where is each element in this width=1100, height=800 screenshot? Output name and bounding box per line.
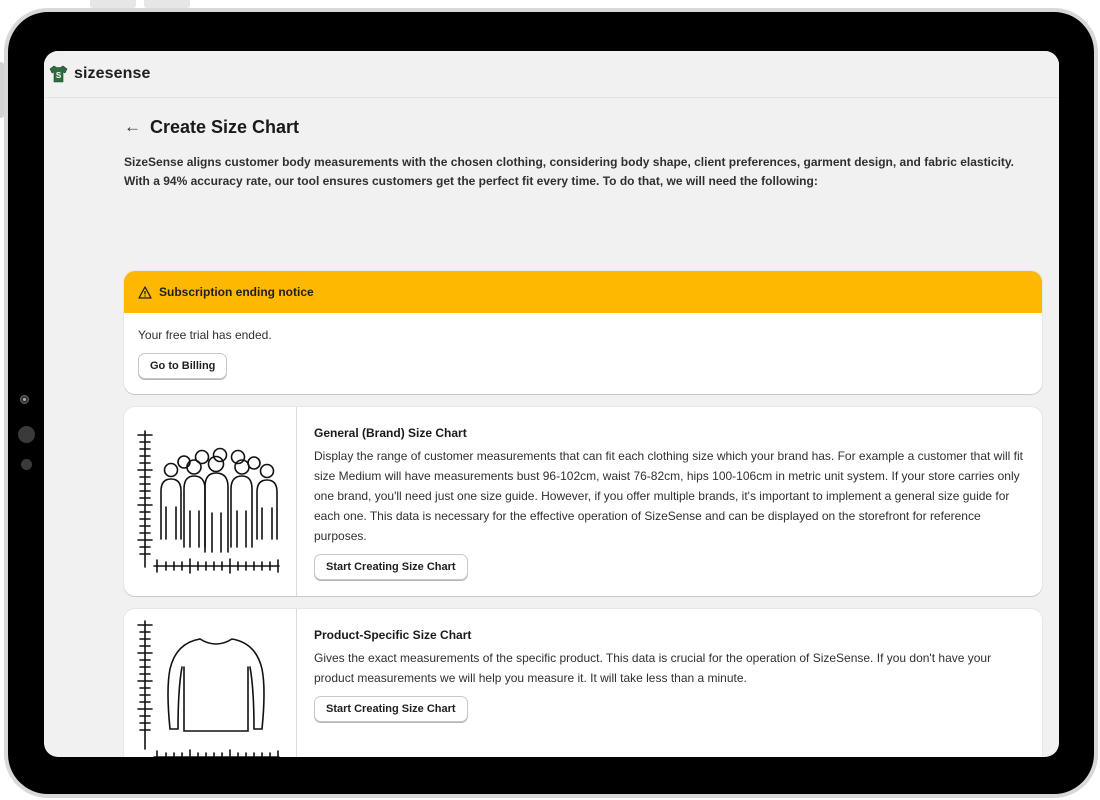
top-tab-left [90,0,136,8]
back-arrow-icon[interactable]: ← [124,117,141,136]
tshirt-logo-icon [48,64,68,84]
start-general-size-chart-button[interactable]: Start Creating Size Chart [314,554,468,580]
general-size-chart-description: Display the range of customer measurements that can fit each clothing size which your brand has. For example a customer that will fit size Medium will have measurements bust 96-102cm, waist 76-82cm, hips 100-106cm in metric unit system. If your store carries only one brand, you'll need just one size guide. However, if you offer multiple brands, it's important to implement a general size guide for each one. This data is necessary for the effective operation of SizeSense and can be displayed on the storefront for reference purposes. [314,449,1023,543]
warning-icon [138,286,152,299]
notice-header [124,271,1042,313]
people-group-icon [124,407,296,596]
product-size-chart-description: Gives the exact measurements of the specific product. This data is crucial for the operation of SizeSense. If you don't have your product measurements we will help you measure it. It will take less than a minute. [314,651,992,685]
general-size-chart-card [124,407,1042,596]
subscription-notice-banner [124,271,1042,394]
product-size-chart-title: Product-Specific Size Chart [314,628,472,642]
app-header [44,51,1059,98]
sensor-dot [21,459,32,470]
illustration-panel [124,407,297,596]
main-content [124,111,1042,715]
top-tab-right [144,0,190,8]
app-screen [44,51,1059,757]
go-to-billing-button[interactable]: Go to Billing [138,353,227,379]
notice-title: Subscription ending notice [159,285,314,299]
camera-dot [23,398,26,401]
notice-body [124,313,1042,379]
title-row [124,111,1042,143]
page-title: Create Size Chart [150,116,300,137]
sweater-icon [124,609,296,757]
general-size-chart-title: General (Brand) Size Chart [314,426,467,440]
illustration-panel [124,609,297,757]
card-body [297,407,1042,596]
svg-text:S: S [55,71,62,80]
intro-text: SizeSense aligns customer body measurements with the chosen clothing, considering body shape, client preferences, garment design, and fabric elasticity. With a 94% accuracy rate, our tool ensures customers get the perfect fit every time. To do that, we will need the following: [124,155,1015,188]
start-product-size-chart-button[interactable]: Start Creating Size Chart [314,696,468,722]
notice-message: Your free trial has ended. [138,328,272,342]
product-specific-size-chart-card [124,609,1042,757]
brand-name: sizesense [74,65,151,82]
home-button-icon[interactable] [18,426,35,443]
card-body [297,609,1042,757]
